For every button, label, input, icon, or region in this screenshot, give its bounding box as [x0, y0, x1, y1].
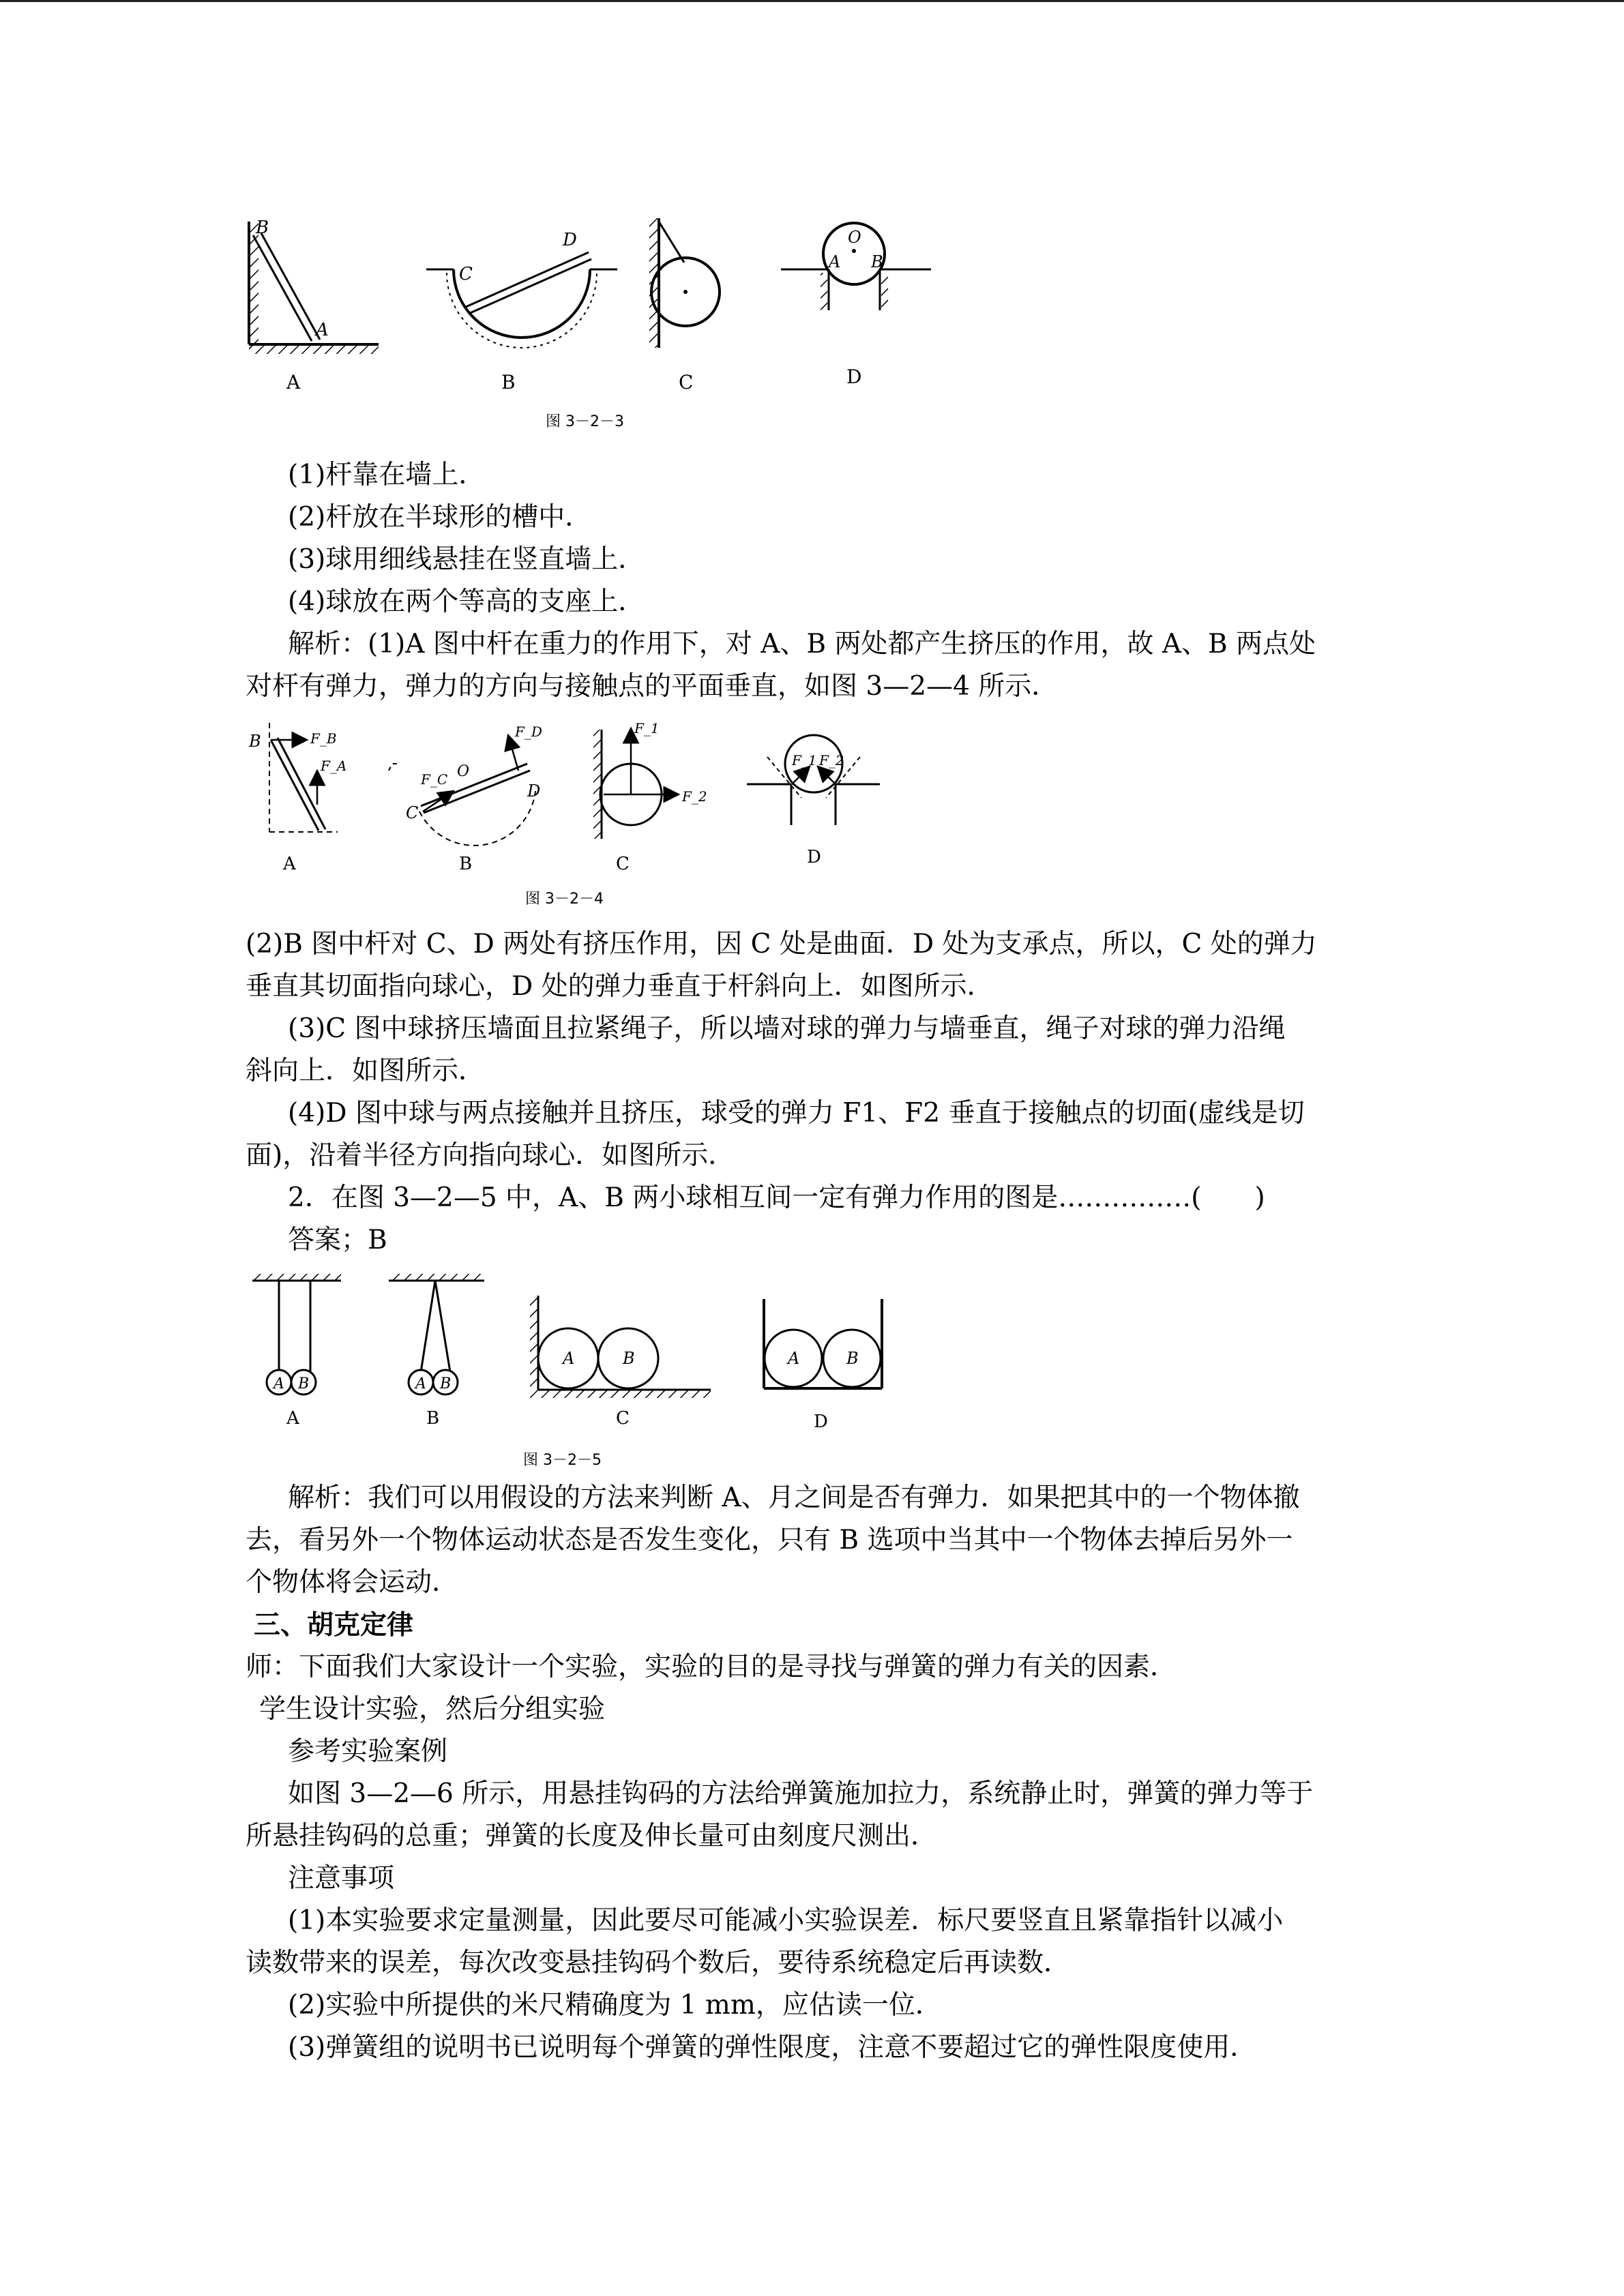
fig324-panel-label-a: A — [283, 854, 296, 874]
figure-3-2-3 — [242, 205, 979, 450]
fig324-label-a-fa: F_A — [321, 758, 347, 774]
fig325-panel-label-a: A — [286, 1408, 299, 1429]
fig323-panel-label-c: C — [679, 371, 694, 393]
page-top-border — [0, 0, 1624, 2]
paragraph-21: 参考实验案例 — [288, 1736, 448, 1767]
fig325-b-ball-a: A — [415, 1375, 426, 1392]
fig325-c-ball-a: A — [563, 1349, 575, 1368]
paragraph-20: 学生设计实验，然后分组实验 — [259, 1694, 606, 1725]
fig325-d-ball-a: A — [788, 1349, 800, 1368]
paragraph-24: 注意事项 — [288, 1863, 395, 1894]
fig324-label-b-o: O — [457, 763, 470, 780]
fig324-label-b-d: D — [527, 781, 541, 801]
fig323-panel-label-a: A — [286, 371, 301, 393]
fig325-panel-d — [764, 1299, 882, 1432]
paragraph-26: 读数带来的误差，每次改变悬挂钩码个数后，要待系统稳定后再读数． — [246, 1948, 1071, 1978]
paragraph-6: 对杆有弹力，弹力的方向与接触点的平面垂直，如图 3—2—4 所示． — [246, 671, 1059, 702]
paragraph-4: (4)球放在两个等高的支座上． — [288, 586, 645, 617]
fig324-panel-label-b: B — [459, 854, 473, 874]
fig323-panel-label-b: B — [501, 371, 516, 393]
fig324-panel-label-c: C — [616, 854, 630, 874]
paragraph-11: (4)D 图中球与两点接触并且挤压，球受的弹力 F1、F2 垂直于接触点的切面(虚线是切 — [288, 1098, 1305, 1129]
paragraph-13: 2．在图 3—2—5 中，A、B 两小球相互间一定有弹力作用的图是……………( ) — [288, 1182, 1265, 1213]
fig324-panel-c — [593, 720, 707, 874]
fig323-caption: 图 3－2－3 — [546, 413, 624, 430]
section-heading-hooke: 三、胡克定律 — [254, 1609, 414, 1641]
fig323-label-d-right: B — [871, 252, 883, 271]
paragraph-28: (3)弹簧组的说明书已说明每个弹簧的弹性限度，注意不要超过它的弹性限度使用． — [288, 2032, 1257, 2063]
fig325-panel-a — [252, 1274, 341, 1429]
fig325-b-ball-b: B — [440, 1375, 452, 1392]
paragraph-12: 面)，沿着半径方向指向球心．如图所示． — [246, 1140, 735, 1171]
fig325-a-ball-a: A — [274, 1375, 284, 1392]
fig323-label-d-left: A — [829, 252, 841, 271]
paragraph-5: 解析：(1)A 图中杆在重力的作用下，对 A、B 两处都产生挤压的作用，故 A、B 两点处 — [288, 629, 1316, 659]
paragraph-15: 解析：我们可以用假设的方法来判断 A、月之间是否有弹力．如果把其中的一个物体撤 — [288, 1482, 1300, 1513]
fig324-label-b-fd: F_D — [515, 724, 542, 740]
fig324-label-c-f2: F_2 — [682, 788, 707, 805]
fig324-caption: 图 3－2－4 — [525, 891, 604, 908]
paragraph-14: 答案；B — [288, 1225, 387, 1255]
paragraph-8: 垂直其切面指向球心，D 处的弹力垂直于杆斜向上．如图所示． — [246, 971, 994, 1002]
fig325-a-ball-b: B — [298, 1375, 310, 1392]
fig323-panel-label-d: D — [846, 366, 862, 388]
fig323-label-b-left: C — [459, 264, 473, 284]
fig325-panel-b — [389, 1274, 484, 1429]
fig324-label-a-b: B — [249, 732, 261, 751]
fig325-d-ball-b: B — [846, 1349, 859, 1368]
paragraph-27: (2)实验中所提供的米尺精确度为 1 mm，应估读一位． — [288, 1990, 942, 2021]
paragraph-7: (2)B 图中杆对 C、D 两处有挤压作用，因 C 处是曲面．D 处为支承点，所以，C 处的弹力 — [246, 929, 1317, 959]
fig324-label-d-f2: F_2 — [819, 752, 844, 769]
fig323-panel-a — [249, 218, 379, 393]
fig324-label-d-f1: F_1 — [792, 752, 817, 769]
fig324-label-b-c: C — [406, 803, 419, 822]
fig324-label-a-fb: F_B — [310, 730, 337, 747]
paragraph-1: (1)杆靠在墙上． — [288, 460, 486, 490]
fig323-label-a-top: B — [256, 218, 269, 238]
paragraph-10: 斜向上．如图所示． — [246, 1056, 486, 1086]
fig323-panel-b — [426, 230, 617, 393]
fig325-c-ball-b: B — [623, 1349, 635, 1368]
fig325-caption: 图 3－2－5 — [523, 1452, 602, 1469]
fig325-panel-label-b: B — [426, 1408, 440, 1429]
fig325-panel-label-d: D — [814, 1412, 828, 1432]
paragraph-22: 如图 3—2—6 所示，用悬挂钩码的方法给弹簧施加拉力，系统静止时，弹簧的弹力等于 — [288, 1778, 1314, 1809]
figure-3-2-5 — [242, 1268, 979, 1480]
fig324-panel-label-d: D — [807, 847, 821, 867]
paragraph-3: (3)球用细线悬挂在竖直墙上． — [288, 544, 645, 575]
fig324-label-b-fc: F_C — [421, 771, 448, 788]
paragraph-17: 个物体将会运动． — [246, 1567, 459, 1598]
fig325-panel-c — [530, 1296, 711, 1429]
fig324-panel-b — [389, 724, 542, 874]
paragraph-9: (3)C 图中球挤压墙面且拉紧绳子，所以墙对球的弹力与墙垂直，绳子对球的弹力沿绳 — [288, 1013, 1286, 1044]
paragraph-25: (1)本实验要求定量测量，因此要尽可能减小实验误差．标尺要竖直且紧靠指针以减小 — [288, 1905, 1284, 1936]
fig324-panel-a — [248, 723, 346, 874]
paragraph-19: 师：下面我们大家设计一个实验，实验的目的是寻找与弹簧的弹力有关的因素． — [246, 1652, 1177, 1682]
fig324-panel-d — [747, 735, 880, 867]
paragraph-2: (2)杆放在半球形的槽中． — [288, 502, 592, 533]
fig323-label-d-center: O — [848, 228, 861, 247]
figure-3-2-4 — [242, 716, 979, 914]
fig324-label-c-f1: F_1 — [634, 720, 660, 736]
paragraph-16: 去，看另外一个物体运动状态是否发生变化，只有 B 选项中当其中一个物体去掉后另外一 — [246, 1525, 1293, 1555]
paragraph-23: 所悬挂钩码的总重；弹簧的长度及伸长量可由刻度尺测出． — [246, 1821, 938, 1851]
fig323-panel-d — [781, 223, 931, 388]
fig323-panel-c — [649, 218, 720, 393]
fig323-label-b-right: D — [563, 230, 577, 250]
fig325-panel-label-c: C — [616, 1408, 630, 1429]
fig323-label-a-bottom: A — [316, 320, 329, 340]
